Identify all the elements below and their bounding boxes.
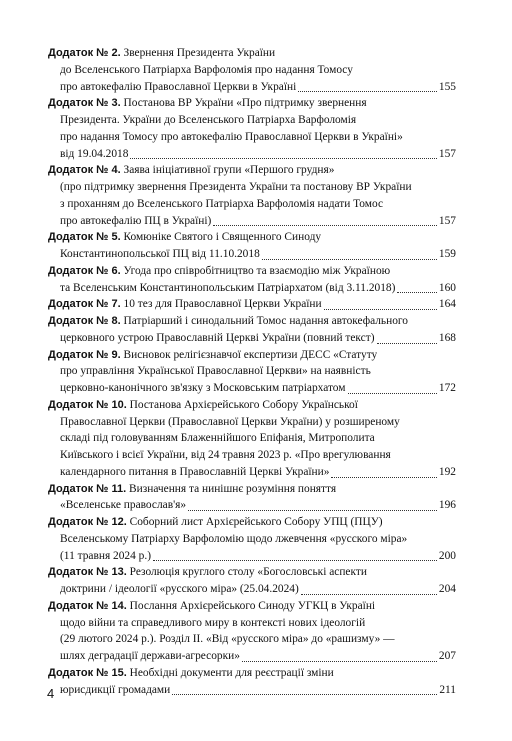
toc-entry[interactable]: [48, 95, 456, 162]
toc-entry-line: [48, 347, 456, 364]
dot-leader: [298, 76, 437, 93]
toc-entry[interactable]: [48, 665, 456, 699]
toc-entry-title: (про підтримку звернення Президента України та постанову ВР України: [60, 181, 412, 193]
toc-entry-label: Додаток № 3.: [48, 97, 121, 110]
toc-entry-title: доктрини / ідеології «русского міра» (25.04.2024): [60, 583, 299, 595]
toc-entry-line: [48, 430, 456, 447]
dot-leader: [331, 461, 436, 478]
toc-entry-title: Постанова Архієрейського Собору Української: [129, 398, 358, 411]
toc-entry-line: [48, 95, 456, 112]
dot-leader: [172, 679, 437, 696]
toc-entry[interactable]: [48, 598, 456, 665]
toc-entry-title: Комюніке Святого і Священного Синоду: [123, 231, 322, 244]
toc-entry[interactable]: [48, 296, 456, 313]
dot-leader: [397, 277, 437, 294]
table-of-contents: [48, 45, 456, 698]
toc-entry-title: Послання Архієрейського Синоду УГКЦ в Україні: [129, 599, 376, 612]
toc-entry-title: про управління Української Православної Церкви» на наявність: [60, 365, 371, 378]
toc-page-ref: 200: [438, 549, 456, 562]
toc-entry-label: Додаток № 12.: [48, 516, 127, 528]
toc-entry-line: [48, 414, 456, 431]
toc-page-ref: 207: [438, 650, 456, 662]
toc-entry-title: про автокефалію ПЦ в Україні): [60, 214, 212, 227]
dot-leader: [213, 210, 437, 227]
toc-entry-line: [48, 45, 456, 62]
toc-entry-line: [48, 380, 456, 397]
toc-entry-title: Київського і всієї України, від 24 травня 2023 р. «Про врегулювання: [60, 449, 391, 461]
toc-entry-label: Додаток № 5.: [48, 231, 121, 244]
toc-entry-title: Православної Церкви (Православної Церкви України) у розширеному: [60, 415, 400, 428]
toc-entry-label: Додаток № 9.: [48, 348, 121, 361]
toc-entry[interactable]: [48, 263, 456, 297]
toc-entry-label: Додаток № 10.: [48, 398, 127, 411]
toc-entry-title: складі під головуванням Блаженнійшого Епіфанія, Митрополита: [60, 432, 375, 445]
toc-entry-line: [48, 162, 456, 179]
toc-entry-title: Патріарший і синодальний Томос надання автокефального: [123, 315, 409, 327]
toc-entry-line: [48, 464, 456, 481]
toc-page-ref: 160: [438, 281, 456, 294]
toc-page-ref: 164: [438, 298, 456, 311]
toc-entry-title: (29 лютого 2024 р.). Розділ II. «Від «русского міра» до «рашизму» —: [60, 633, 395, 646]
dot-leader: [242, 645, 437, 662]
dot-leader: [324, 293, 437, 310]
dot-leader: [262, 243, 437, 260]
toc-page-ref: 155: [438, 80, 456, 93]
dot-leader: [377, 327, 437, 344]
dot-leader: [301, 578, 437, 595]
toc-entry-line: [48, 682, 456, 699]
toc-entry-label: Додаток № 2.: [48, 47, 121, 59]
toc-entry-title: 10 тез для Православної Церкви України: [123, 298, 322, 311]
toc-entry-label: Додаток № 4.: [48, 164, 121, 177]
toc-page-ref: 172: [438, 382, 456, 394]
toc-entry-title: Константинопольської ПЦ від 11.10.2018: [60, 248, 260, 260]
toc-entry-label: Додаток № 6.: [48, 264, 121, 277]
toc-entry-title: юрисдикції громадами: [60, 683, 171, 696]
toc-entry-line: [48, 112, 456, 129]
toc-entry[interactable]: [48, 397, 456, 481]
toc-entry[interactable]: [48, 45, 456, 95]
toc-entry-title: «Вселенське православ'я»: [60, 499, 187, 512]
toc-entry-title: Соборний лист Архієрейського Собору УПЦ (ПЦУ): [129, 516, 383, 528]
page-number: 4: [47, 686, 55, 701]
toc-entry-title: від 19.04.2018: [60, 147, 129, 160]
toc-entry-line: [48, 581, 456, 598]
toc-entry-line: [48, 146, 456, 163]
toc-entry[interactable]: [48, 481, 456, 515]
toc-entry[interactable]: [48, 347, 456, 397]
toc-entry-line: [48, 397, 456, 414]
toc-entry-line: [48, 598, 456, 615]
toc-entry-title: Визначення та нинішнє розуміння поняття: [129, 482, 337, 495]
toc-entry[interactable]: [48, 313, 456, 347]
toc-entry-line: [48, 263, 456, 280]
toc-entry-title: Вселенському Патріарху Варфоломію щодо лжевчення «русского міра»: [60, 532, 408, 545]
dot-leader: [153, 545, 437, 562]
toc-entry-label: Додаток № 14.: [48, 599, 127, 612]
toc-entry-title: Необхідні документи для реєстрації зміни: [129, 666, 334, 679]
toc-page-ref: 159: [438, 248, 456, 260]
toc-entry-label: Додаток № 15.: [48, 666, 127, 679]
toc-entry-title: Звернення Президента України: [123, 47, 276, 59]
toc-page-ref: 157: [438, 147, 456, 160]
dot-leader: [188, 494, 437, 511]
toc-entry-line: [48, 514, 456, 531]
toc-entry-title: календарного питання в Православній Церкві України»: [60, 465, 330, 478]
toc-entry[interactable]: [48, 514, 456, 564]
toc-entry-line: [48, 79, 456, 96]
toc-entry-line: [48, 246, 456, 263]
toc-entry-line: [48, 648, 456, 665]
toc-entry-line: [48, 548, 456, 565]
toc-entry-title: Угода про співробітництво та взаємодію між Україною: [123, 264, 391, 277]
toc-entry[interactable]: [48, 162, 456, 229]
toc-page-ref: 196: [438, 499, 456, 512]
toc-entry-title: (11 травня 2024 р.): [60, 549, 152, 562]
toc-page-ref: 168: [438, 331, 456, 344]
toc-entry-label: Додаток № 11.: [48, 482, 127, 495]
toc-entry-line: [48, 330, 456, 347]
toc-entry[interactable]: [48, 229, 456, 263]
toc-page-ref: 157: [438, 214, 456, 227]
toc-page-ref: 204: [438, 583, 456, 595]
toc-entry-title: та Вселенським Константинопольським Патріархатом (від 3.11.2018): [60, 281, 396, 294]
toc-entry-title: церковного устрою Православній Церкві України (повний текст): [60, 331, 375, 344]
toc-entry-title: про надання Томосу про автокефалію Православної Церкви в Україні»: [60, 130, 403, 143]
toc-entry-label: Додаток № 8.: [48, 315, 121, 327]
toc-entry-title: до Вселенського Патріарха Варфоломія про надання Томосу: [60, 63, 353, 76]
toc-entry-title: шлях деградації держави-агресорки»: [60, 650, 240, 662]
dot-leader: [348, 377, 437, 394]
toc-entry-label: Додаток № 13.: [48, 566, 127, 579]
toc-entry-line: [48, 497, 456, 514]
toc-entry-title: про автокефалію Православної Церкви в Україні: [60, 80, 297, 93]
toc-entry-line: [48, 213, 456, 230]
toc-entry-title: Постанова ВР України «Про підтримку звернення: [123, 97, 367, 110]
toc-entry-title: Резолюція круглого столу «Богословські аспекти: [129, 566, 367, 579]
toc-entry-line: [48, 615, 456, 632]
toc-entry-title: з проханням до Вселенського Патріарха Варфоломія надати Томос: [60, 197, 384, 210]
toc-entry-label: Додаток № 7.: [48, 298, 121, 311]
toc-entry-title: Заява ініціативної групи «Першого грудня»: [123, 164, 335, 177]
toc-entry-title: Висновок релігієзнавчої експертизи ДЕСС «Статуту: [123, 348, 378, 361]
toc-entry-title: церковно-канонічного зв'язку з Московським патріархатом: [60, 382, 346, 394]
toc-page-ref: 192: [438, 465, 456, 478]
toc-page-ref: 211: [439, 683, 456, 696]
toc-entry-line: [48, 296, 456, 313]
toc-entry-line: [48, 179, 456, 196]
toc-entry-title: щодо війни та справедливого миру в контексті нових ідеологій: [60, 616, 366, 629]
toc-entry[interactable]: [48, 564, 456, 598]
dot-leader: [130, 143, 436, 160]
toc-entry-title: Президента. України до Вселенського Патріарха Варфоломія: [60, 114, 357, 126]
